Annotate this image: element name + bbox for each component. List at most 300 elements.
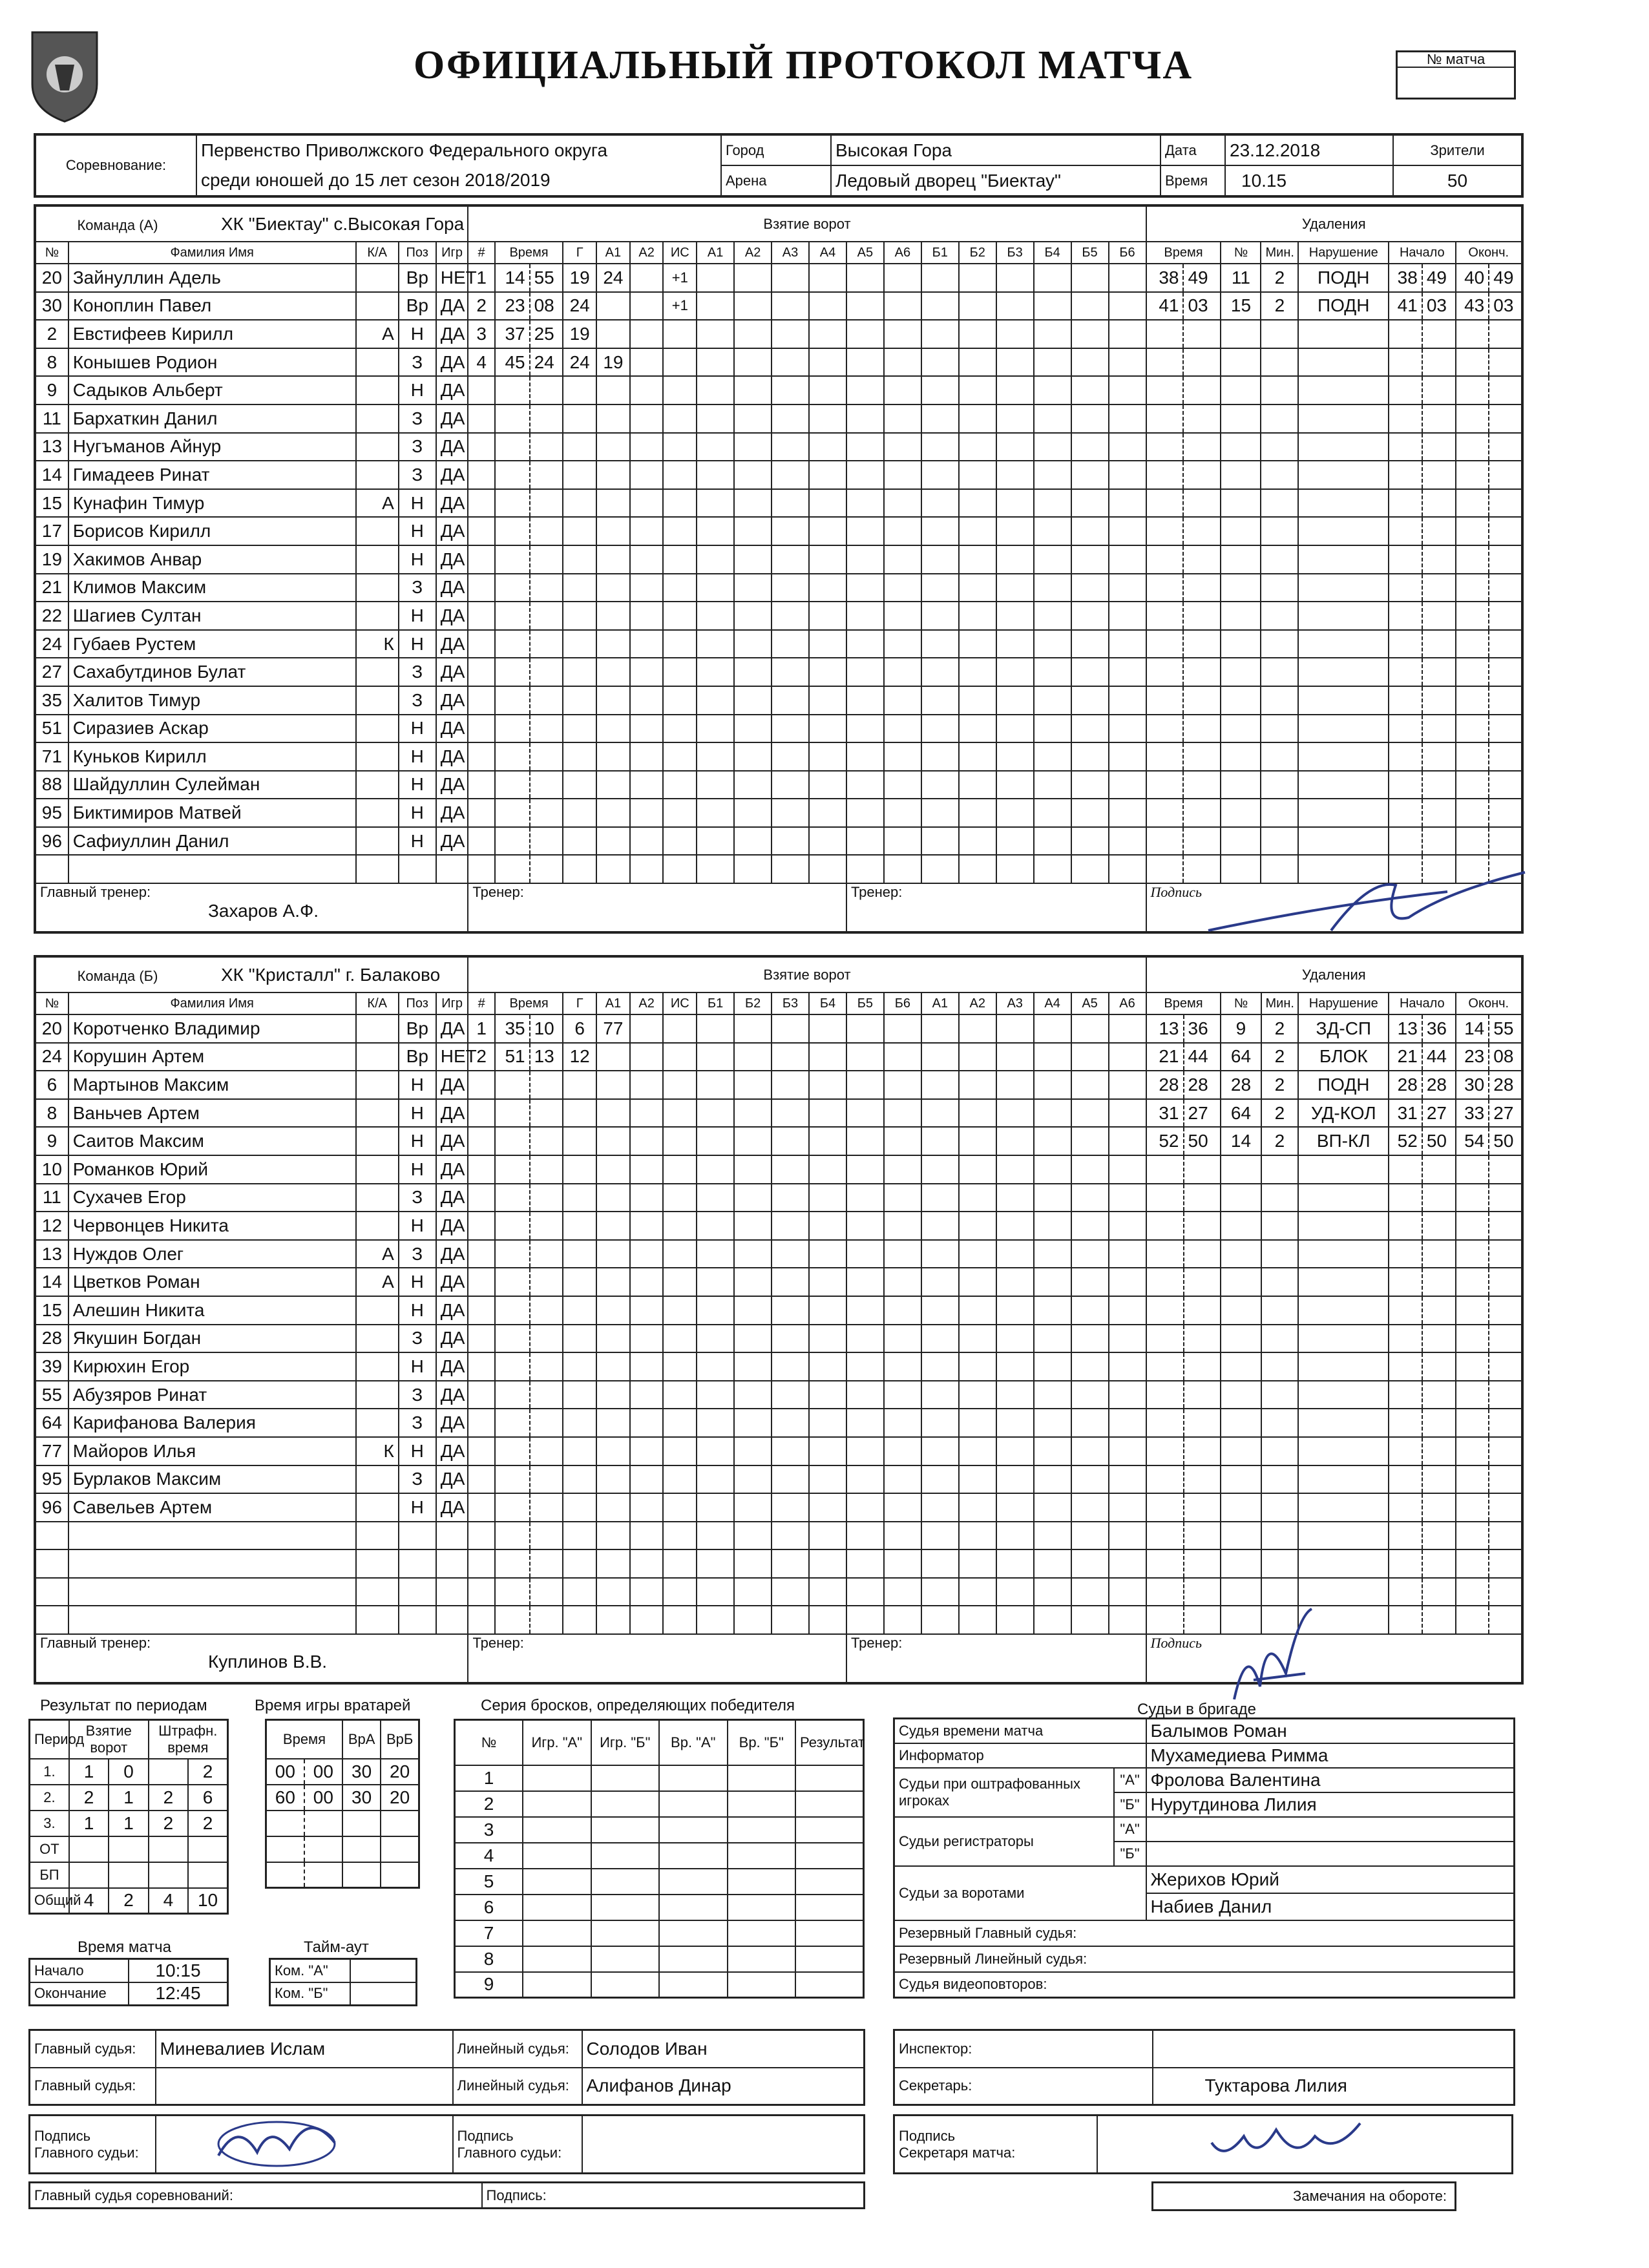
line-referee-2: Алифанов Динар — [582, 2068, 865, 2105]
pen-infraction — [1298, 545, 1389, 574]
coach-label: Тренер: — [472, 884, 524, 901]
pen-player — [1221, 602, 1261, 630]
onice-cell — [809, 1071, 846, 1099]
pen-player — [1221, 574, 1261, 602]
goal-minute — [495, 715, 530, 743]
pen-second — [1184, 1522, 1221, 1550]
goal-scorer — [563, 602, 596, 630]
main-referee-label-2: Главный судья: — [30, 2068, 156, 2105]
goal-second — [530, 742, 563, 771]
gk-a: 30 — [342, 1785, 381, 1811]
player-position: З — [399, 1184, 436, 1212]
onice-cell — [996, 433, 1034, 461]
player-played: ДА — [436, 1014, 468, 1043]
onice-cell — [1109, 855, 1146, 883]
onice-cell — [959, 1212, 996, 1240]
goal-minute — [495, 1437, 530, 1465]
pen-start-min: 41 — [1389, 292, 1422, 320]
goal-strength — [663, 1325, 697, 1353]
pen-second — [1184, 1493, 1221, 1522]
onice-cell — [959, 1352, 996, 1381]
player-name: Ваньчев Артем — [68, 1099, 356, 1128]
onice-cell — [921, 1437, 959, 1465]
pen-start-min — [1389, 433, 1422, 461]
player-position: Н — [399, 1352, 436, 1381]
goal-second: 55 — [530, 264, 563, 292]
periods-title: Результат по периодам — [40, 1697, 207, 1714]
goal-assist2 — [630, 1606, 664, 1634]
onice-cell — [809, 1043, 846, 1071]
goal-scorer — [563, 1184, 596, 1212]
pen-end-sec — [1489, 602, 1522, 630]
onice-cell — [1109, 1352, 1146, 1381]
pen-minutes — [1261, 1325, 1299, 1353]
player-played — [436, 1549, 468, 1578]
goal-scorer — [563, 1409, 596, 1437]
player-number: 55 — [35, 1381, 68, 1409]
onice-cell — [1109, 1606, 1146, 1634]
onice-cell — [921, 461, 959, 489]
onice-cell — [996, 1578, 1034, 1606]
onice-cell — [697, 1184, 734, 1212]
date-label: Дата — [1161, 134, 1225, 165]
goal-second — [530, 1549, 563, 1578]
pen-player — [1221, 799, 1261, 827]
onice-cell — [1034, 1043, 1071, 1071]
player-played: ДА — [436, 461, 468, 489]
pen-start-sec — [1422, 404, 1456, 433]
player-number: 11 — [35, 404, 68, 433]
goals-title: Взятие ворот — [468, 956, 1146, 992]
player-ka — [356, 1606, 399, 1634]
shootout-number: 8 — [455, 1946, 523, 1972]
goal-second — [530, 376, 563, 404]
onice-cell — [772, 1099, 809, 1128]
col-header-pen-start: Начало — [1389, 992, 1455, 1014]
onice-cell — [1034, 1240, 1071, 1268]
pen-start-sec — [1422, 602, 1456, 630]
pen-end-sec — [1489, 404, 1522, 433]
periods-table — [28, 1719, 229, 1915]
onice-cell — [697, 404, 734, 433]
pen-player — [1221, 771, 1261, 799]
onice-cell — [1109, 1014, 1146, 1043]
onice-cell — [846, 1606, 884, 1634]
goal-assist1 — [596, 320, 630, 348]
onice-cell — [1034, 1522, 1071, 1550]
onice-cell — [921, 1184, 959, 1212]
goal-scorer — [563, 1437, 596, 1465]
shootout-cell — [659, 1843, 728, 1869]
onice-cell — [921, 715, 959, 743]
goal-assist2 — [630, 1325, 664, 1353]
shootout-number: 7 — [455, 1920, 523, 1946]
pen-second — [1184, 1465, 1221, 1494]
pen-minute — [1146, 1184, 1184, 1212]
player-name: Евстифеев Кирилл — [68, 320, 356, 348]
goal-strength — [663, 1155, 697, 1184]
onice-cell — [1071, 827, 1109, 856]
comp-main-label: Главный судья соревнований: — [30, 2183, 482, 2209]
onice-cell — [921, 1465, 959, 1494]
shootout-h_va: Вр. "А" — [659, 1720, 728, 1765]
onice-cell — [772, 602, 809, 630]
pen-start-sec — [1422, 799, 1456, 827]
goal-number: 3 — [468, 320, 494, 348]
player-position: Н — [399, 489, 436, 518]
pen-infraction — [1298, 686, 1389, 715]
onice-cell — [846, 461, 884, 489]
onice-cell — [884, 292, 921, 320]
pen-start-sec — [1422, 715, 1456, 743]
onice-cell — [809, 461, 846, 489]
onice-cell — [996, 742, 1034, 771]
onice-cell — [697, 461, 734, 489]
pen-minute — [1146, 433, 1184, 461]
pen-infraction — [1298, 1155, 1389, 1184]
pen-second — [1184, 1268, 1221, 1296]
onice-cell — [1071, 771, 1109, 799]
onice-cell — [921, 1325, 959, 1353]
player-row — [35, 1296, 1522, 1325]
col-header-pen_min: Мин. — [1261, 992, 1299, 1014]
pen-end-sec — [1489, 1268, 1522, 1296]
onice-cell — [846, 1184, 884, 1212]
goal-minute: 45 — [495, 348, 530, 377]
goal-assist1 — [596, 602, 630, 630]
goal-scorer — [563, 771, 596, 799]
onice-cell — [1071, 602, 1109, 630]
player-played: ДА — [436, 433, 468, 461]
onice-cell — [734, 799, 772, 827]
goal-assist1 — [596, 1381, 630, 1409]
pen-minute — [1146, 658, 1184, 686]
onice-cell — [734, 630, 772, 658]
goal-second — [530, 1578, 563, 1606]
goal-number — [468, 376, 494, 404]
player-ka — [356, 1409, 399, 1437]
player-ka — [356, 292, 399, 320]
pen-minute — [1146, 1381, 1184, 1409]
goal-strength — [663, 1043, 697, 1071]
pen-start-min — [1389, 1437, 1422, 1465]
goal-second — [530, 630, 563, 658]
pen-second — [1183, 404, 1221, 433]
onice-cell — [1071, 1296, 1109, 1325]
onice-cell — [1034, 461, 1071, 489]
goal-judge-2: Набиев Данил — [1146, 1893, 1515, 1920]
goal-number — [468, 1549, 494, 1578]
goal-scorer — [563, 715, 596, 743]
shootout-cell — [523, 1920, 591, 1946]
onice-cell — [1071, 742, 1109, 771]
pen-infraction — [1298, 799, 1389, 827]
pen-infraction: ЗД-СП — [1298, 1014, 1389, 1043]
goal-number — [468, 1155, 494, 1184]
player-position: Н — [399, 1437, 436, 1465]
pen-second: 50 — [1184, 1127, 1221, 1155]
onice-cell — [846, 602, 884, 630]
goal-assist2 — [630, 292, 664, 320]
player-number: 30 — [35, 292, 68, 320]
onice-cell — [996, 461, 1034, 489]
onice-cell — [734, 602, 772, 630]
line-referee-label: Линейный судья: — [453, 2030, 582, 2068]
player-position: З — [399, 686, 436, 715]
goal-scorer — [563, 1071, 596, 1099]
player-ka: А — [356, 1268, 399, 1296]
pen-minute: 13 — [1146, 1014, 1184, 1043]
player-row — [35, 1522, 1522, 1550]
player-played: ДА — [436, 545, 468, 574]
player-ka — [356, 1014, 399, 1043]
pen-minutes — [1261, 517, 1298, 545]
onice-cell — [809, 1268, 846, 1296]
onice-cell — [734, 1352, 772, 1381]
period-pim-b: 10 — [188, 1888, 227, 1914]
pen-player: 14 — [1221, 1127, 1261, 1155]
shootout-table — [454, 1719, 865, 1999]
period-goals-b: 0 — [109, 1759, 148, 1785]
goal-scorer — [563, 574, 596, 602]
pen-minutes — [1261, 715, 1298, 743]
pen-start-sec: 28 — [1422, 1071, 1456, 1099]
goal-number — [468, 1240, 494, 1268]
pen-start-min — [1389, 404, 1422, 433]
player-ka — [356, 1578, 399, 1606]
onice-cell — [772, 1014, 809, 1043]
period-pim-b: 6 — [188, 1785, 227, 1811]
team-header — [35, 205, 468, 242]
goal-assist1 — [596, 376, 630, 404]
goal-scorer — [563, 1212, 596, 1240]
pen-end-min — [1456, 1465, 1489, 1494]
onice-cell — [1109, 1522, 1146, 1550]
col-header-no: № — [35, 992, 68, 1014]
pen-infraction — [1298, 742, 1389, 771]
player-position: З — [399, 348, 436, 377]
goal-assist1 — [596, 715, 630, 743]
period-goals-a: 1 — [69, 1811, 109, 1836]
onice-cell — [772, 1268, 809, 1296]
pen-infraction — [1298, 1268, 1389, 1296]
pen-second — [1183, 658, 1221, 686]
goal-strength — [663, 799, 697, 827]
onice-cell — [1034, 771, 1071, 799]
pen-start-sec — [1422, 1212, 1456, 1240]
col-header-igr: Игр — [436, 992, 468, 1014]
gk-second — [304, 1811, 342, 1836]
onice-cell — [884, 1352, 921, 1381]
goal-number — [468, 517, 494, 545]
goal-strength — [663, 1184, 697, 1212]
player-played: ДА — [436, 292, 468, 320]
onice-cell — [697, 1493, 734, 1522]
player-position — [399, 855, 436, 883]
pen-minute — [1146, 404, 1184, 433]
player-played: ДА — [436, 771, 468, 799]
gk-row — [266, 1759, 419, 1785]
player-number: 22 — [35, 602, 68, 630]
onice-cell — [959, 1155, 996, 1184]
player-row — [35, 686, 1522, 715]
period-goals-b — [109, 1862, 148, 1888]
goal-strength — [663, 1071, 697, 1099]
onice-cell — [734, 1606, 772, 1634]
goal-assist1 — [596, 742, 630, 771]
pen-end-min — [1456, 827, 1489, 856]
onice-cell — [697, 292, 734, 320]
col-header-pen-end: Оконч. — [1456, 242, 1522, 264]
onice-cell — [921, 658, 959, 686]
pen-end-min — [1456, 433, 1489, 461]
onice-cell — [1071, 292, 1109, 320]
pen-minutes — [1261, 1184, 1299, 1212]
comp-main-table — [28, 2181, 865, 2209]
goal-assist1 — [596, 1296, 630, 1325]
onice-cell — [921, 630, 959, 658]
goal-scorer: 19 — [563, 320, 596, 348]
onice-cell — [1109, 264, 1146, 292]
pen-infraction — [1298, 489, 1389, 518]
gk-a — [342, 1836, 381, 1862]
onice-cell — [1071, 376, 1109, 404]
onice-cell — [772, 264, 809, 292]
shootout-cell — [523, 1946, 591, 1972]
player-row — [35, 1437, 1522, 1465]
coach2-label: Тренер: — [850, 1635, 903, 1652]
player-number: 27 — [35, 658, 68, 686]
col-header-g: Г — [563, 242, 596, 264]
pen-player — [1221, 545, 1261, 574]
onice-cell — [959, 1381, 996, 1409]
goal-number — [468, 489, 494, 518]
pen-end-min — [1456, 771, 1489, 799]
player-ka — [356, 376, 399, 404]
pen-minute: 28 — [1146, 1071, 1184, 1099]
goal-minute — [495, 1493, 530, 1522]
gk-second — [304, 1862, 342, 1888]
goal-number — [468, 686, 494, 715]
goal-strength: +1 — [663, 292, 697, 320]
time-judge-label: Судья времени матча — [894, 1719, 1146, 1743]
pen-minute — [1146, 1155, 1184, 1184]
player-name: Сафиуллин Данил — [68, 827, 356, 856]
main-referee-1: Миневалиев Ислам — [156, 2030, 453, 2068]
pen-start-min — [1389, 1578, 1422, 1606]
player-number: 9 — [35, 376, 68, 404]
goal-number — [468, 433, 494, 461]
goal-strength — [663, 686, 697, 715]
player-position: Н — [399, 320, 436, 348]
goal-assist2 — [630, 1071, 664, 1099]
pen-second — [1183, 517, 1221, 545]
coach2-cell — [846, 1634, 1146, 1683]
video-judge-label: Судья видеоповторов: — [894, 1972, 1515, 1998]
period-name: Общий — [30, 1888, 69, 1914]
player-played: ДА — [436, 1437, 468, 1465]
pen-minutes — [1261, 658, 1298, 686]
pen-end-sec — [1489, 630, 1522, 658]
onice-cell — [734, 855, 772, 883]
pen-minute — [1146, 489, 1184, 518]
onice-cell — [809, 715, 846, 743]
onice-cell — [1109, 1409, 1146, 1437]
onice-cell — [996, 658, 1034, 686]
pen-start-sec — [1422, 433, 1456, 461]
onice-cell — [772, 1549, 809, 1578]
onice-cell — [772, 1409, 809, 1437]
goal-second — [530, 1465, 563, 1494]
pen-player — [1221, 517, 1261, 545]
pen-minutes — [1261, 742, 1298, 771]
pen-minute: 21 — [1146, 1043, 1184, 1071]
player-name: Хакимов Анвар — [68, 545, 356, 574]
player-ka — [356, 1493, 399, 1522]
goal-minute — [495, 602, 530, 630]
onice-cell — [921, 1493, 959, 1522]
strength-col: А5 — [1071, 992, 1109, 1014]
pen-start-min — [1389, 827, 1422, 856]
period-pim-a — [149, 1836, 188, 1862]
player-played — [436, 1578, 468, 1606]
shootout-cell — [728, 1895, 796, 1920]
player-name: Романков Юрий — [68, 1155, 356, 1184]
pen-player — [1221, 686, 1261, 715]
col-header-a1: А1 — [596, 242, 630, 264]
player-ka — [356, 827, 399, 856]
goal-second — [530, 1184, 563, 1212]
pen-start-sec: 44 — [1422, 1043, 1456, 1071]
signature-mark — [212, 2117, 341, 2168]
pen-second: 03 — [1183, 292, 1221, 320]
onice-cell — [959, 545, 996, 574]
onice-cell — [734, 1127, 772, 1155]
onice-cell — [1034, 602, 1071, 630]
pen-player — [1221, 1409, 1261, 1437]
player-name: Шагиев Султан — [68, 602, 356, 630]
player-number: 13 — [35, 1240, 68, 1268]
pen-minute — [1146, 1268, 1184, 1296]
onice-cell — [809, 1127, 846, 1155]
onice-cell — [996, 1437, 1034, 1465]
onice-cell — [809, 686, 846, 715]
goal-assist2 — [630, 1296, 664, 1325]
pen-end-min: 14 — [1456, 1014, 1489, 1043]
onice-cell — [884, 1014, 921, 1043]
onice-cell — [772, 1606, 809, 1634]
player-name: Коротченко Владимир — [68, 1014, 356, 1043]
pen-end-sec: 28 — [1489, 1071, 1522, 1099]
onice-cell — [959, 715, 996, 743]
secretary-sign-table — [893, 2114, 1513, 2174]
onice-cell — [772, 1184, 809, 1212]
pen-minute — [1146, 855, 1184, 883]
pen-start-min — [1389, 1352, 1422, 1381]
pen-start-sec — [1422, 1522, 1456, 1550]
onice-cell — [734, 658, 772, 686]
goal-number — [468, 404, 494, 433]
pen-minutes: 2 — [1261, 292, 1298, 320]
pen-second: 28 — [1184, 1071, 1221, 1099]
goal-minute — [495, 376, 530, 404]
player-name: Якушин Богдан — [68, 1325, 356, 1353]
onice-cell — [697, 320, 734, 348]
player-played: ДА — [436, 1352, 468, 1381]
period-goals-a: 1 — [69, 1759, 109, 1785]
pen-start-sec — [1422, 1409, 1456, 1437]
onice-cell — [884, 1325, 921, 1353]
